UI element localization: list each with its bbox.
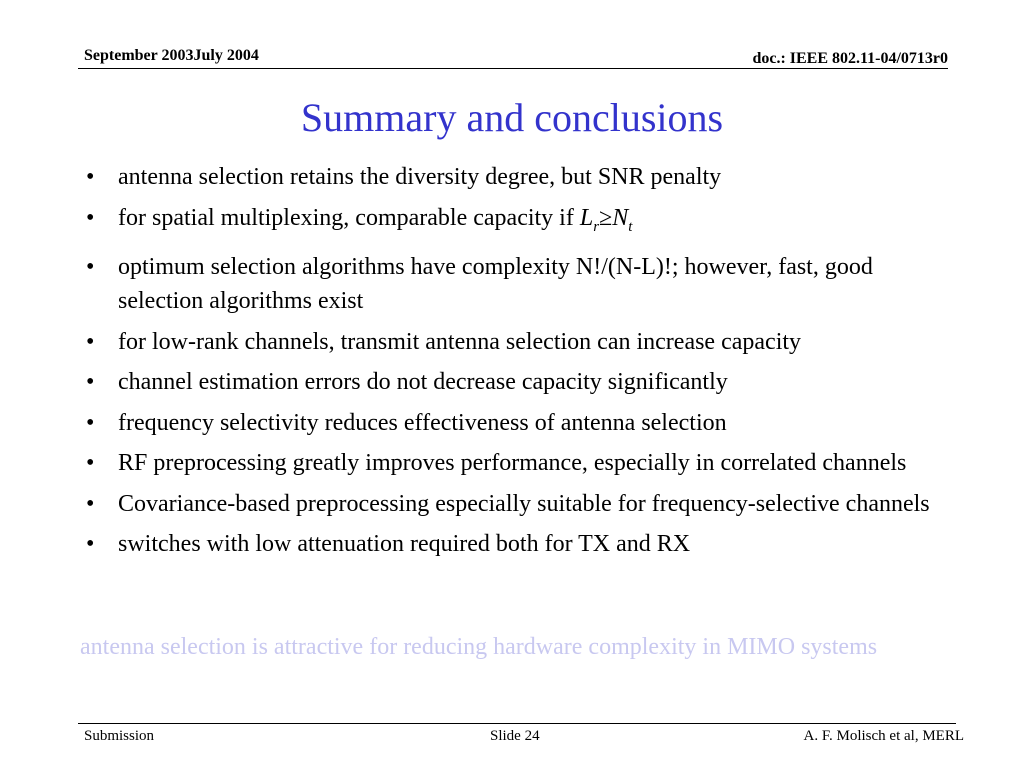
- bullet-marker: •: [86, 254, 95, 280]
- list-item: [80, 160, 940, 194]
- conclusion-text: antenna selection is attractive for reducing hardware complexity in MIMO systems: [80, 634, 878, 660]
- footer-submission: Submission: [84, 728, 155, 744]
- math-ge: ≥: [599, 204, 613, 231]
- bullet-text: for spatial multiplexing, comparable capacity if: [118, 204, 580, 231]
- list-item: [80, 250, 940, 318]
- math-L: L: [579, 204, 594, 231]
- bullet-text: switches with low attenuation required both for TX and RX: [118, 531, 691, 557]
- header-doc-id: doc.: IEEE 802.11-04/0713r0: [752, 50, 948, 67]
- footer-rule: [78, 723, 956, 724]
- list-item: [80, 406, 940, 440]
- bullet-marker: •: [86, 450, 95, 476]
- list-item: [80, 365, 940, 399]
- list-item: [80, 446, 940, 480]
- bullet-marker: •: [86, 328, 95, 355]
- bullet-list: [80, 160, 940, 568]
- slide-title: Summary and conclusions: [300, 95, 724, 140]
- list-item: [80, 487, 940, 521]
- bullet-text: channel estimation errors do not decrease capacity significantly: [118, 369, 728, 395]
- bullet-text: for low-rank channels, transmit antenna selection can increase capacity: [118, 328, 802, 355]
- math-sub-r: r: [593, 218, 600, 235]
- bullet-marker: •: [86, 164, 95, 190]
- bullet-marker: •: [86, 369, 95, 395]
- header-date: September 2003July 2004: [84, 47, 259, 64]
- header-rule: [78, 68, 948, 69]
- list-item: [80, 201, 940, 244]
- list-item: [80, 527, 940, 561]
- bullet-text: RF preprocessing greatly improves performance, especially in correlated channels: [118, 450, 907, 476]
- bullet-marker: •: [86, 490, 95, 517]
- bullet-text: optimum selection algorithms have complexity N!/(N-L)!; however, fast, good selection algorithms exist: [118, 254, 873, 314]
- bullet-text: frequency selectivity reduces effectiveness of antenna selection: [118, 409, 727, 436]
- bullet-text: antenna selection retains the diversity degree, but SNR penalty: [118, 164, 722, 190]
- bullet-marker: •: [86, 409, 95, 436]
- bullet-marker: •: [86, 204, 95, 231]
- math-N: N: [612, 204, 629, 231]
- list-item: [80, 325, 940, 359]
- bullet-marker: •: [86, 531, 95, 557]
- footer-authors: A. F. Molisch et al, MERL: [803, 728, 964, 744]
- bullet-text: Covariance-based preprocessing especially suitable for frequency-selective channels: [118, 490, 930, 517]
- math-sub-t: t: [628, 218, 633, 235]
- footer-slide-number: Slide 24: [490, 728, 540, 744]
